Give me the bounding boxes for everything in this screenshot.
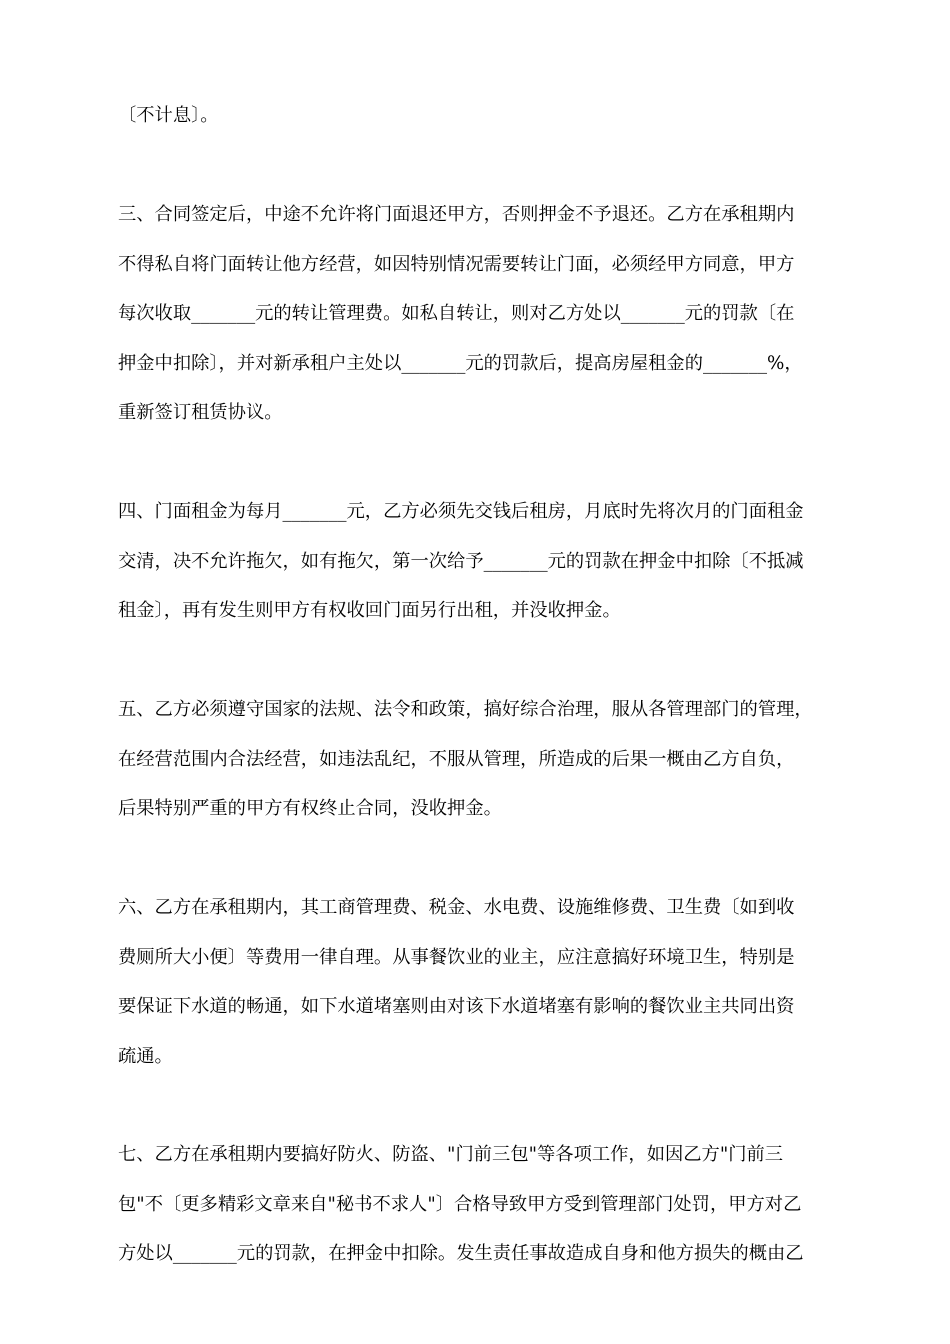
text-line: 后果特别严重的甲方有权终止合同，没收押金。: [118, 798, 502, 819]
text-line: 方处以_______元的罚款，在押金中扣除。发生责任事故造成自身和他方损失的概由乙: [118, 1243, 804, 1264]
text-line: 六、乙方在承租期内，其工商管理费、税金、水电费、设施维修费、卫生费〔如到收: [118, 897, 795, 918]
text-line: 每次收取_______元的转让管理费。如私自转让，则对乙方处以_______元的罚款〔在: [118, 303, 795, 324]
text-line: 四、门面租金为每月_______元，乙方必须先交钱后租房，月底时先将次月的门面租金: [118, 501, 804, 522]
paragraph-clause-5: [118, 698, 838, 821]
text-line: 租金〕，再有发生则甲方有权收回门面另行出租，并没收押金。: [118, 600, 621, 621]
text-line: 要保证下水道的畅通，如下水道堵塞则由对该下水道堵塞有影响的餐饮业主共同出资: [118, 996, 795, 1017]
text-line: 包"不〔更多精彩文章来自"秘书不求人"〕合格导致甲方受到管理部门处罚，甲方对乙: [118, 1193, 802, 1215]
paragraph-clause-6: [118, 896, 838, 1069]
paragraph-clause-7: [118, 1143, 838, 1266]
text-line: 七、乙方在承租期内要搞好防火、防盗、"门前三包"等各项工作，如因乙方"门前三: [118, 1144, 784, 1165]
text-line: 在经营范围内合法经营，如违法乱纪，不服从管理，所造成的后果一概由乙方自负，: [118, 748, 795, 770]
paragraph-clause-3: [118, 203, 838, 425]
text-line: 〔不计息〕。: [118, 105, 219, 126]
text-line: 费厕所大小便〕等费用一律自理。从事餐饮业的业主，应注意搞好环境卫生，特别是: [118, 946, 795, 968]
text-line: 三、合同签定后，中途不允许将门面退还甲方，否则押金不予退还。乙方在承租期内: [118, 204, 795, 225]
text-line: 五、乙方必须遵守国家的法规、法令和政策，搞好综合治理，服从各管理部门的管理，: [118, 699, 813, 720]
text-line: 疏通。: [118, 1045, 173, 1067]
text-line: 不得私自将门面转让他方经营，如因特别情况需要转让门面，必须经甲方同意，甲方: [118, 253, 795, 275]
text-line: 押金中扣除〕，并对新承租户主处以_______元的罚款后，提高房屋租金的_______%，: [118, 352, 803, 374]
paragraph-clause-4: [118, 500, 838, 623]
text-line: 重新签订租赁协议。: [118, 402, 283, 423]
text-line: 交清，决不允许拖欠，如有拖欠，第一次给予_______元的罚款在押金中扣除〔不抵减: [118, 550, 804, 572]
paragraph-interest-note: [118, 104, 838, 128]
